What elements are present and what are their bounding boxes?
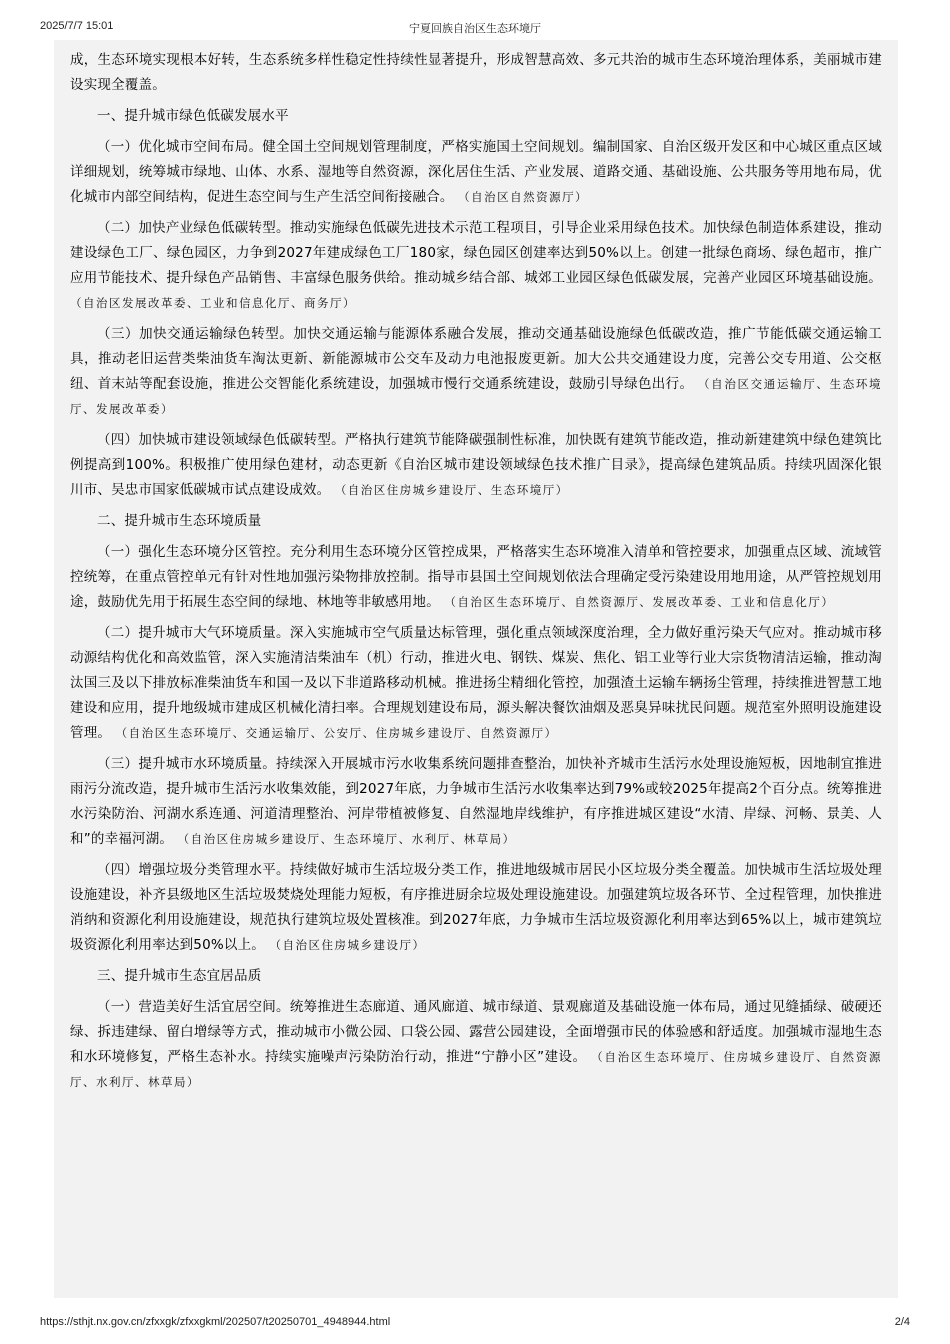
list-item <box>70 995 882 1095</box>
responsible-departments: （自治区生态环境厅、交通运输厅、公安厅、住房城乡建设厅、自然资源厅） <box>115 726 558 740</box>
item-text: （三）加快交通运输绿色转型。加快交通运输与能源体系融合发展，推动交通基础设施绿色低碳改造，推广节能低碳交通运输工具，推动老旧运营类柴油货车淘汰更新、新能源城市公交车及动力电池报废更新。加大公共交通建设力度，完善公交专用道、公交枢纽、首末站等配套设施，推进公交智能化系统建设，加强城市慢行交通系统建设，鼓励引导绿色出行。 <box>70 326 882 392</box>
list-item <box>70 216 882 316</box>
page-indicator: 2/4 <box>894 1316 910 1328</box>
section-heading: 一、提升城市绿色低碳发展水平 <box>97 108 289 124</box>
item-text: （四）加快城市建设领域绿色低碳转型。严格执行建筑节能降碳强制性标准，加快既有建筑节能改造，推动新建建筑中绿色建筑比例提高到100%。积极推广使用绿色建材，动态更新《自治区城市建设领域绿色技术推广目录》，提高绿色建筑品质。持续巩固深化银川市、吴忠市国家低碳城市试点建设成效。 <box>70 432 882 498</box>
page-url: https://sthjt.nx.gov.cn/zfxxgk/zfxxgkml/202507/t20250701_4948944.html <box>40 1316 391 1328</box>
intro-continuation: 成，生态环境实现根本好转，生态系统多样性稳定性持续性显著提升，形成智慧高效、多元共治的城市生态环境治理体系，美丽城市建设实现全覆盖。 <box>70 52 882 93</box>
item-text: （二）加快产业绿色低碳转型。推动实施绿色低碳先进技术示范工程项目，引导企业采用绿色技术。加快绿色制造体系建设，推动建设绿色工厂、绿色园区，力争到2027年建成绿色工厂180家，绿色园区创建率达到50%以上。创建一批绿色商场、绿色超市，推广应用节能技术、提升绿色产品销售、丰富绿色服务供给。推动城乡结合部、城郊工业园区绿色低碳发展，完善产业园区环境基础设施。 <box>70 220 882 286</box>
responsible-departments: （自治区发展改革委、工业和信息化厅、商务厅） <box>70 296 356 310</box>
print-site-title: 宁夏回族自治区生态环境厅 <box>409 23 541 35</box>
article-content <box>70 48 882 1101</box>
list-item <box>70 322 882 422</box>
print-footer <box>0 1304 950 1344</box>
list-item <box>70 621 882 746</box>
list-item <box>70 540 882 615</box>
list-item <box>70 135 882 210</box>
item-text: （一）营造美好生活宜居空间。统筹推进生态廊道、通风廊道、城市绿道、景观廊道及基础设施一体布局，通过见缝插绿、破硬还绿、拆违建绿、留白增绿等方式，推动城市小微公园、口袋公园、露营公园建设，全面增强市民的体验感和舒适度。加强城市湿地生态和水环境修复，严格生态补水。持续实施噪声污染防治行动，推进“宁静小区”建设。 <box>70 999 882 1065</box>
article-panel <box>54 40 898 1298</box>
section-heading: 三、提升城市生态宜居品质 <box>97 968 262 984</box>
item-text: （四）增强垃圾分类管理水平。持续做好城市生活垃圾分类工作，推进地级城市居民小区垃圾分类全覆盖。加快城市生活垃圾处理设施建设，补齐县级地区生活垃圾焚烧处理能力短板，有序推进厨余垃圾处理设施建设。加强建筑垃圾各环节、全过程管理，加快推进消纳和资源化利用设施建设，规范执行建筑垃圾处置核准。到2027年底，力争城市生活垃圾资源化利用率达到65%以上，城市建筑垃圾资源化利用率达到50%以上。 <box>70 862 882 953</box>
item-text: （一）优化城市空间布局。健全国土空间规划管理制度，严格实施国土空间规划。编制国家、自治区级开发区和中心城区重点区域详细规划，统筹城市绿地、山体、水系、湿地等自然资源，深化居住生活、产业发展、道路交通、基础设施、公共服务等用地布局，优化城市内部空间结构，促进生态空间与生产生活空间衔接融合。 <box>70 139 882 205</box>
responsible-departments: （自治区生态环境厅、住房城乡建设厅、自然资源厅、水利厅、林草局） <box>70 1050 883 1089</box>
responsible-departments: （自治区住房城乡建设厅、生态环境厅、水利厅、林草局） <box>177 832 516 846</box>
item-text: （一）强化生态环境分区管控。充分利用生态环境分区管控成果，严格落实生态环境准入清单和管控要求，加强重点区域、流域管控统筹，在重点管控单元有针对性地加强污染物排放控制。指导市县国土空间规划依法合理确定受污染建设用地用途，从严管控规划用途，鼓励优先用于拓展生态空间的绿地、林地等非敏感用地。 <box>70 544 882 610</box>
list-item <box>70 752 882 852</box>
list-item <box>70 428 882 503</box>
print-header <box>0 0 950 40</box>
print-datetime: 2025/7/7 15:01 <box>40 20 114 32</box>
list-item <box>70 858 882 958</box>
responsible-departments: （自治区生态环境厅、自然资源厅、发展改革委、工业和信息化厅） <box>444 595 835 609</box>
responsible-departments: （自治区自然资源厅） <box>458 190 589 204</box>
responsible-departments: （自治区交通运输厅、生态环境厅、发展改革委） <box>70 377 883 416</box>
section-heading: 二、提升城市生态环境质量 <box>97 513 262 529</box>
responsible-departments: （自治区住房城乡建设厅、生态环境厅） <box>334 483 569 497</box>
item-text: （二）提升城市大气环境质量。深入实施城市空气质量达标管理，强化重点领域深度治理，全力做好重污染天气应对。推动城市移动源结构优化和高效监管，深入实施清洁柴油车（机）行动，推进火电、钢铁、煤炭、焦化、铝工业等行业大宗货物清洁运输，推动淘汰国三及以下排放标准柴油货车和国一及以下非道路移动机械。推进扬尘精细化管控，加强渣土运输车辆扬尘管理，持续推进智慧工地建设和应用，提升地级城市建成区机械化清扫率。合理规划建设布局，源头解决餐饮油烟及恶臭异味扰民问题。规范室外照明设施建设管理。 <box>70 625 882 741</box>
item-text: （三）提升城市水环境质量。持续深入开展城市污水收集系统问题排查整治，加快补齐城市生活污水处理设施短板，因地制宜推进雨污分流改造，提升城市生活污水收集效能，到2027年底，力争城市生活污水收集率达到79%或较2025年提高2个百分点。统筹推进水污染防治、河湖水系连通、河道清理整治、河岸带植被修复、自然湿地岸线维护，有序推进城区建设“水清、岸绿、河畅、景美、人和”的幸福河湖。 <box>70 756 882 847</box>
responsible-departments: （自治区住房城乡建设厅） <box>269 938 426 952</box>
